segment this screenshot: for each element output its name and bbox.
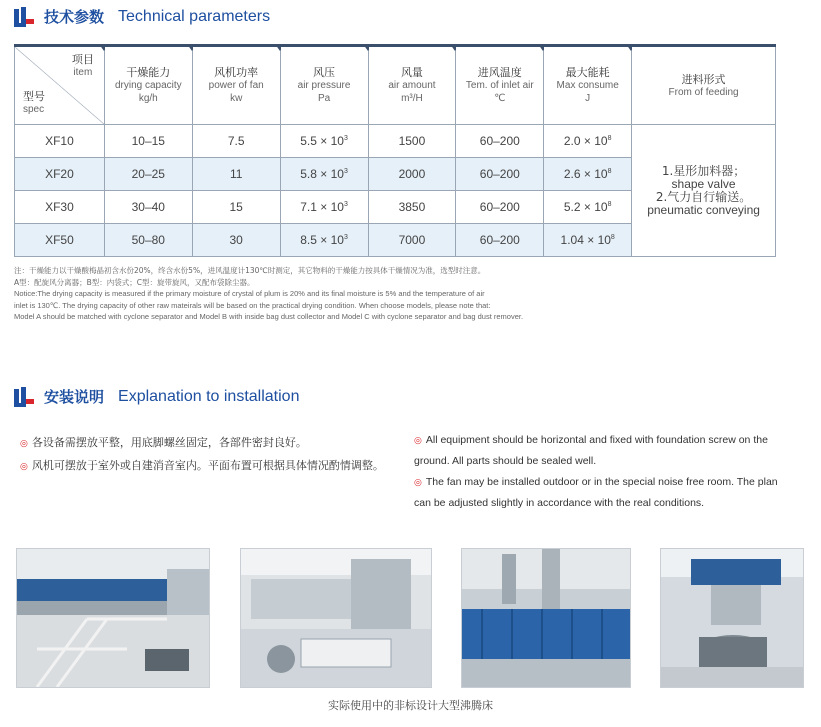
equipment-photo-2 xyxy=(240,548,432,688)
equipment-photo-3 xyxy=(461,548,631,688)
corner-spec-cn: 型号 xyxy=(23,90,45,103)
bullet-icon: ◎ xyxy=(414,477,422,487)
header-capacity: 干燥能力 drying capacity kg/h xyxy=(104,46,192,125)
section-header-installation xyxy=(14,386,299,407)
cell-power: 7.5 xyxy=(192,125,280,158)
cell-spec: XF10 xyxy=(15,125,105,158)
cell-power: 11 xyxy=(192,158,280,191)
cell-capacity: 30–40 xyxy=(104,191,192,224)
note-line: A型：配旋风分离器；B型：内袋式；C型：旋带旋风，又配布袋除尘器。 xyxy=(14,277,255,287)
install-text-en xyxy=(414,430,784,514)
cell-consume: $5.2 \times 10^8$ xyxy=(544,191,632,224)
table-row xyxy=(15,125,776,158)
cell-amount: 3850 xyxy=(368,191,456,224)
cell-temp: 60–200 xyxy=(456,158,544,191)
cell-pressure: $8.5 \times 10^3$ xyxy=(280,224,368,257)
cell-spec: XF50 xyxy=(15,224,105,257)
note-line: 注：干燥能力以干燥酸梅晶初含水份20%，终含水份5%，进风温度计130℃时测定，其它物料的干燥能力按具体干燥情况为准，选型时注意。 xyxy=(14,266,486,275)
cell-consume: $2.6 \times 10^8$ xyxy=(544,158,632,191)
cell-temp: 60–200 xyxy=(456,224,544,257)
cell-spec: XF30 xyxy=(15,191,105,224)
corner-spec-en: spec xyxy=(23,104,45,115)
cell-temp: 60–200 xyxy=(456,191,544,224)
header-temp: 进风温度 Tem. of inlet air ℃ xyxy=(456,46,544,125)
cell-consume: $2.0 \times 10^8$ xyxy=(544,125,632,158)
company-logo-icon xyxy=(14,7,34,27)
header-power: 风机功率 power of fan kw xyxy=(192,46,280,125)
cell-power: 30 xyxy=(192,224,280,257)
cell-amount: 2000 xyxy=(368,158,456,191)
bullet-icon: ◎ xyxy=(414,435,422,445)
cell-pressure: $5.8 \times 10^3$ xyxy=(280,158,368,191)
cell-feeding: 1.星形加料器； shape valve 2.气力自行输送。 pneumatic conveying xyxy=(632,125,776,257)
cell-pressure: $7.1 \times 10^3$ xyxy=(280,191,368,224)
install-text-cn xyxy=(20,432,385,478)
list-item: ◎ All equipment should be horizontal and fixed with foundation screw on the ground. All parts should be sealed well. xyxy=(414,434,768,467)
note-line: Notice:The drying capacity is measured if the primary moisture of crystal of plum is 20% and its final moisture is 5% and the temperature of air xyxy=(14,289,485,298)
equipment-photo-4 xyxy=(660,548,804,688)
header-feeding: 进料形式 From of feeding xyxy=(632,46,776,125)
cell-power: 15 xyxy=(192,191,280,224)
cell-spec: XF20 xyxy=(15,158,105,191)
header-corner xyxy=(15,46,105,125)
header-amount: 风量 air amount m³/H xyxy=(368,46,456,125)
cell-amount: 1500 xyxy=(368,125,456,158)
header-consume: 最大能耗 Max consume J xyxy=(544,46,632,125)
cell-capacity: 10–15 xyxy=(104,125,192,158)
header-pressure: 风压 air pressure Pa xyxy=(280,46,368,125)
list-item: ◎ 各设备需摆放平整，用底脚螺丝固定，各部件密封良好。 xyxy=(20,436,307,449)
section-title-en: Technical parameters xyxy=(118,7,271,25)
spec-table xyxy=(14,44,776,257)
cell-capacity: 50–80 xyxy=(104,224,192,257)
table-header-row xyxy=(15,46,776,125)
company-logo-icon xyxy=(14,387,34,407)
list-item: ◎ The fan may be installed outdoor or in the special noise free room. The plan can be adjusted slightly in accordance with the real conditions. xyxy=(414,476,778,509)
bullet-icon: ◎ xyxy=(20,462,28,472)
list-item: ◎ 风机可摆放于室外或自建消音室内。平面布置可根据具体情况酌情调整。 xyxy=(20,459,384,472)
section-title-cn: 技术参数 xyxy=(44,8,105,26)
note-line: Model A should be matched with cyclone separator and Model B with inside bag dust collector and Model C with cyclone separator and bag dust remover. xyxy=(14,312,524,321)
section-title-en: Explanation to installation xyxy=(118,387,300,405)
table-notes xyxy=(14,265,814,323)
photo-caption: 实际使用中的非标设计大型沸腾床 xyxy=(328,699,493,712)
cell-capacity: 20–25 xyxy=(104,158,192,191)
cell-temp: 60–200 xyxy=(456,125,544,158)
equipment-photo-1 xyxy=(16,548,210,688)
cell-pressure: $5.5 \times 10^3$ xyxy=(280,125,368,158)
bullet-icon: ◎ xyxy=(20,439,28,449)
cell-amount: 7000 xyxy=(368,224,456,257)
corner-item-en: item xyxy=(73,67,93,78)
section-header-technical xyxy=(14,6,270,27)
cell-consume: $1.04 \times 10^8$ xyxy=(544,224,632,257)
corner-item-cn: 项目 xyxy=(71,53,94,66)
section-title-cn: 安装说明 xyxy=(44,388,105,406)
note-line: inlet is 130℃. The drying capacity of other raw mateirals will be based on the practical drying condition. When choose models, please note that: xyxy=(14,300,491,310)
